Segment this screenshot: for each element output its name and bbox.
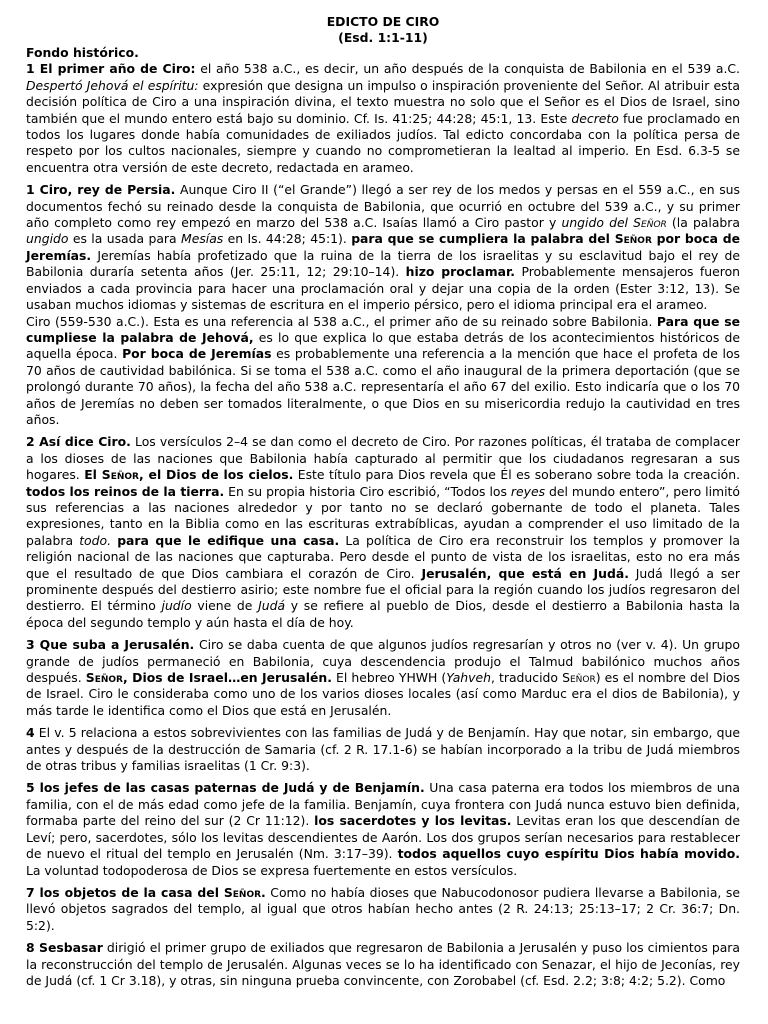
emphasized-text: los sacerdotes y los levitas. — [314, 813, 512, 829]
commentary-paragraph-verse-1-first-year — [26, 61, 740, 176]
emphasized-text: ungido del — [561, 215, 634, 231]
body-text: es probablemente una referencia a la mención que hace el profeta de los 70 años de cautividad babilónica. Si se toma el 538 a.C. como el año inaugural de la primera deportación (que se prolongó durante 70 años), la fecha del año 538 a.C. representaría el año 67 del exilio. Esto indicaría que o los 70 años de Jeremías no deben ser tomados literalmente, o que Dios en su misericordia redujo la cautividad en tres años. — [26, 346, 740, 427]
body-text: y se refiere al pueblo de Dios, desde el destierro a Babilonia hasta la época del segundo templo y aún hasta el día de hoy. — [26, 598, 740, 630]
body-text: fue proclamado en todos los lugares donde había comunidades de exiliados judíos. Tal edicto concordaba con la política persa de respeto por los cultos nacionales, siempre y cuando no comprometieran la lealtad al imperio. En Esd. 6.3-5 se encuentra otra versión de este decreto, redactada en arameo. — [26, 110, 740, 175]
emphasized-text: Para que se cumpliese la palabra de Jehová, — [26, 313, 740, 345]
emphasized-text: Señor — [101, 467, 139, 483]
emphasized-text: 5 los jefes de las casas paternas de Judá y de Benjamín. — [26, 780, 425, 796]
emphasized-text: . — [261, 884, 266, 900]
emphasized-text: reyes — [510, 483, 546, 499]
body-text: es lo que explica lo que estaba detrás de los acontecimientos históricos de aquella época. — [26, 329, 741, 362]
emphasized-text: Señor — [223, 884, 262, 900]
document-title: EDICTO DE CIRO — [326, 14, 440, 29]
scripture-reference: (Esd. 1:1-11) — [338, 29, 428, 45]
body-text: Ciro se daba cuenta de que algunos judíos regresarían y otros no (ver v. 4). Un grupo grande de judíos permaneció en Babilonia, cuya descendencia produjo el Talmud babilónico muchos años después. — [26, 637, 740, 686]
emphasized-text: para que se cumpliera la palabra del — [351, 231, 615, 247]
body-text: La política de Ciro era reconstruir los templos y promover la religión nacional de las naciones que capturaba. Pero desde el punto de vista de los israelitas, esto no era más que el resultado de que Dios cambiara el corazón de Ciro. — [26, 532, 740, 581]
commentary-paragraph-verse-2 — [26, 434, 740, 631]
emphasized-text: Señor — [633, 215, 667, 231]
body-text: Judá llegó a ser prominente después del destierro asirio; este nombre fue el oficial para la región cuando los judíos regresaron del destierro. El término — [26, 565, 740, 614]
emphasized-text: Jerusalén, que está en Judá. — [421, 565, 629, 581]
body-text: El v. 5 relaciona a estos sobrevivientes con las familias de Judá y de Benjamín. Hay que notar, sin embargo, que antes y después de la destrucción de Samaria (cf. 2 R. 17.1-6) se habían incorporado a la tribu de Judá miembros de otras tribus y familias israelitas (1 Cr. 9:3). — [26, 725, 740, 774]
emphasized-text: Señor — [614, 231, 652, 247]
commentary-paragraph-verse-3 — [26, 637, 740, 719]
body-text: Este título para Dios revela que Él es soberano sobre toda la creación. — [293, 467, 741, 483]
body-text: Una casa paterna era todos los miembros de una familia, con el de más edad como jefe de la familia. Benjamín, cuya frontera con Judá nunca estuvo bien definida, formaba parte del reino del sur (2 Cr 11:12). — [26, 780, 740, 829]
body-text: En su propia historia Ciro escribió, “Todos los — [224, 483, 511, 499]
section-heading: Fondo histórico. — [26, 45, 139, 60]
body-text: viene de — [191, 598, 259, 614]
emphasized-text: 4 — [26, 725, 35, 741]
emphasized-text: Yahveh — [446, 670, 491, 686]
emphasized-text: , Dios de Israel…en Jerusalén. — [122, 670, 332, 686]
emphasized-text: Despertó Jehová el espíritu: — [26, 77, 199, 93]
emphasized-text: 1 Ciro, rey de Persia. — [26, 182, 176, 198]
body-text: Los versículos 2–4 se dan como el decreto de Ciro. Por razones políticas, él trataba de complacer a los dioses de las naciones que Babilonia había capturado al permitir que los ciudadanos regresaran a sus hogares. — [26, 434, 740, 483]
body-text: del mundo entero”, pero limitó sus referencias a las naciones alrededor y por tanto no se declaró gobernante de todo el planeta. Tales expresiones, tanto en la Biblia como en las escrituras extrabíblicas, ayudan a comprender el uso limitado de la palabra — [26, 483, 740, 548]
emphasized-text: El — [84, 467, 102, 483]
body-text: es la usada para — [68, 231, 181, 247]
body-text: Probablemente mensajeros fueron enviados a cada provincia para hacer una proclamación oral y dejar una copia de la orden (Ester 3:12, 13). Se usaban muchos idiomas y sistemas de escritura en el imperio pérsico, pero el idioma principal era el arameo. — [26, 264, 740, 313]
body-text: el año 538 a.C., es decir, un año después de la conquista de Babilonia en el 539 a.C. — [195, 61, 740, 77]
emphasized-text: 8 Sesbasar — [26, 940, 103, 956]
commentary-paragraph-verse-5 — [26, 780, 740, 878]
body-text: , traducido — [490, 670, 563, 686]
commentary-paragraph-verse-1-cyrus-king — [26, 182, 740, 313]
body-text: El hebreo YHWH ( — [331, 670, 447, 686]
emphasized-text: Señor — [562, 670, 596, 686]
body-text: en Is. 44:28; 45:1). — [223, 231, 352, 247]
body-text: La voluntad todopoderosa de Dios se expresa fuertemente en estos versículos. — [26, 862, 518, 878]
emphasized-text: por boca de Jeremías. — [26, 231, 740, 263]
emphasized-text: 2 Así dice Ciro. — [26, 434, 131, 450]
body-text: (la palabra — [666, 215, 740, 231]
body-text: Jeremías había profetizado que la ruina de la tierra de los israelitas y su esclavitud bajo el rey de Babilonia duraría setenta años (Jer. 25:11, 12; 29:10–14). — [26, 247, 740, 280]
emphasized-text: Mesías — [181, 231, 224, 247]
commentary-paragraph-verse-8 — [26, 940, 740, 989]
emphasized-text: Por boca de Jeremías — [122, 346, 272, 362]
body-text: Aunque Ciro II (“el Grande”) llegó a ser rey de los medos y persas en el 559 a.C., en sus documentos fechó su reinado desde la conquista de Babilonia, que ocurrió en octubre del 539 a.C., y su primer año completo como rey empezó en marzo del 538 a.C. Isaías llamó a Ciro pastor y — [26, 182, 740, 231]
emphasized-text: todos los reinos de la tierra. — [26, 483, 225, 499]
body-text: dirigió el primer grupo de exiliados que regresaron de Babilonia a Jerusalén y puso los cimientos para la reconstrucción del templo de Jerusalén. Algunas veces se lo ha identificado con Senazar, el hijo de Jeconías, rey de Judá (cf. 1 Cr 3.18), y otras, sin ninguna prueba convincente, con Zorobabel (cf. Esd. 2.2; 3:8; 4:2; 5.2). Como — [26, 940, 740, 988]
emphasized-text: ungido — [26, 231, 69, 247]
commentary-paragraph-cyrus-reign — [26, 314, 740, 429]
emphasized-text: judío — [161, 598, 192, 614]
emphasized-text: 7 los objetos de la casa del — [26, 884, 224, 900]
emphasized-text: todo. — [79, 532, 112, 548]
emphasized-text: para que le edifique una casa. — [117, 532, 340, 548]
body-text: Como no había dioses que Nabucodonosor pudiera llevarse a Babilonia, se llevó objetos sagrados del templo, al igual que otros habían hecho antes (2 R. 24:13; 25:13–17; 2 Cr. 36:7; Dn. 5:2). — [26, 884, 740, 933]
body-text: Levitas eran los que descendían de Leví; pero, sacerdotes, sólo los levitas descendientes de Aarón. Los dos grupos serían necesarios para restablecer de nuevo el ritual del templo en Jerusalén (Nm. 3:17–39). — [26, 813, 741, 862]
emphasized-text: Judá — [258, 598, 286, 614]
emphasized-text: hizo proclamar. — [405, 264, 516, 280]
emphasized-text: 3 Que suba a Jerusalén. — [26, 637, 195, 653]
body-text: ) es el nombre del Dios de Israel. Ciro le consideraba como uno de los varios dioses locales (así como Marduc era el dios de Babilonia), y más tarde le identifica como el Dios que está en Jerusalén. — [26, 670, 741, 718]
emphasized-text: decreto — [571, 110, 619, 126]
body-text: expresión que designa un impulso o inspiración proveniente del Señor. Al atribuir esta decisión política de Ciro a una inspiración divina, el texto muestra no solo que el Señor es el Dios de Israel, sino también que el mundo entero está bajo su dominio. Cf. Is. 41:25; 44:28; 45:1, 13. Este — [26, 77, 741, 126]
commentary-paragraph-verse-7 — [26, 885, 740, 934]
commentary-paragraph-verse-4 — [26, 725, 740, 774]
emphasized-text: todos aquellos cuyo espíritu Dios había movido. — [397, 846, 740, 862]
emphasized-text: Señor — [85, 670, 123, 686]
body-text: Ciro (559-530 a.C.). Esta es una referencia al 538 a.C., el primer año de su reinado sobre Babilonia. — [26, 313, 657, 329]
emphasized-text: 1 El primer año de Ciro: — [26, 61, 196, 77]
emphasized-text: , el Dios de los cielos. — [138, 467, 294, 483]
